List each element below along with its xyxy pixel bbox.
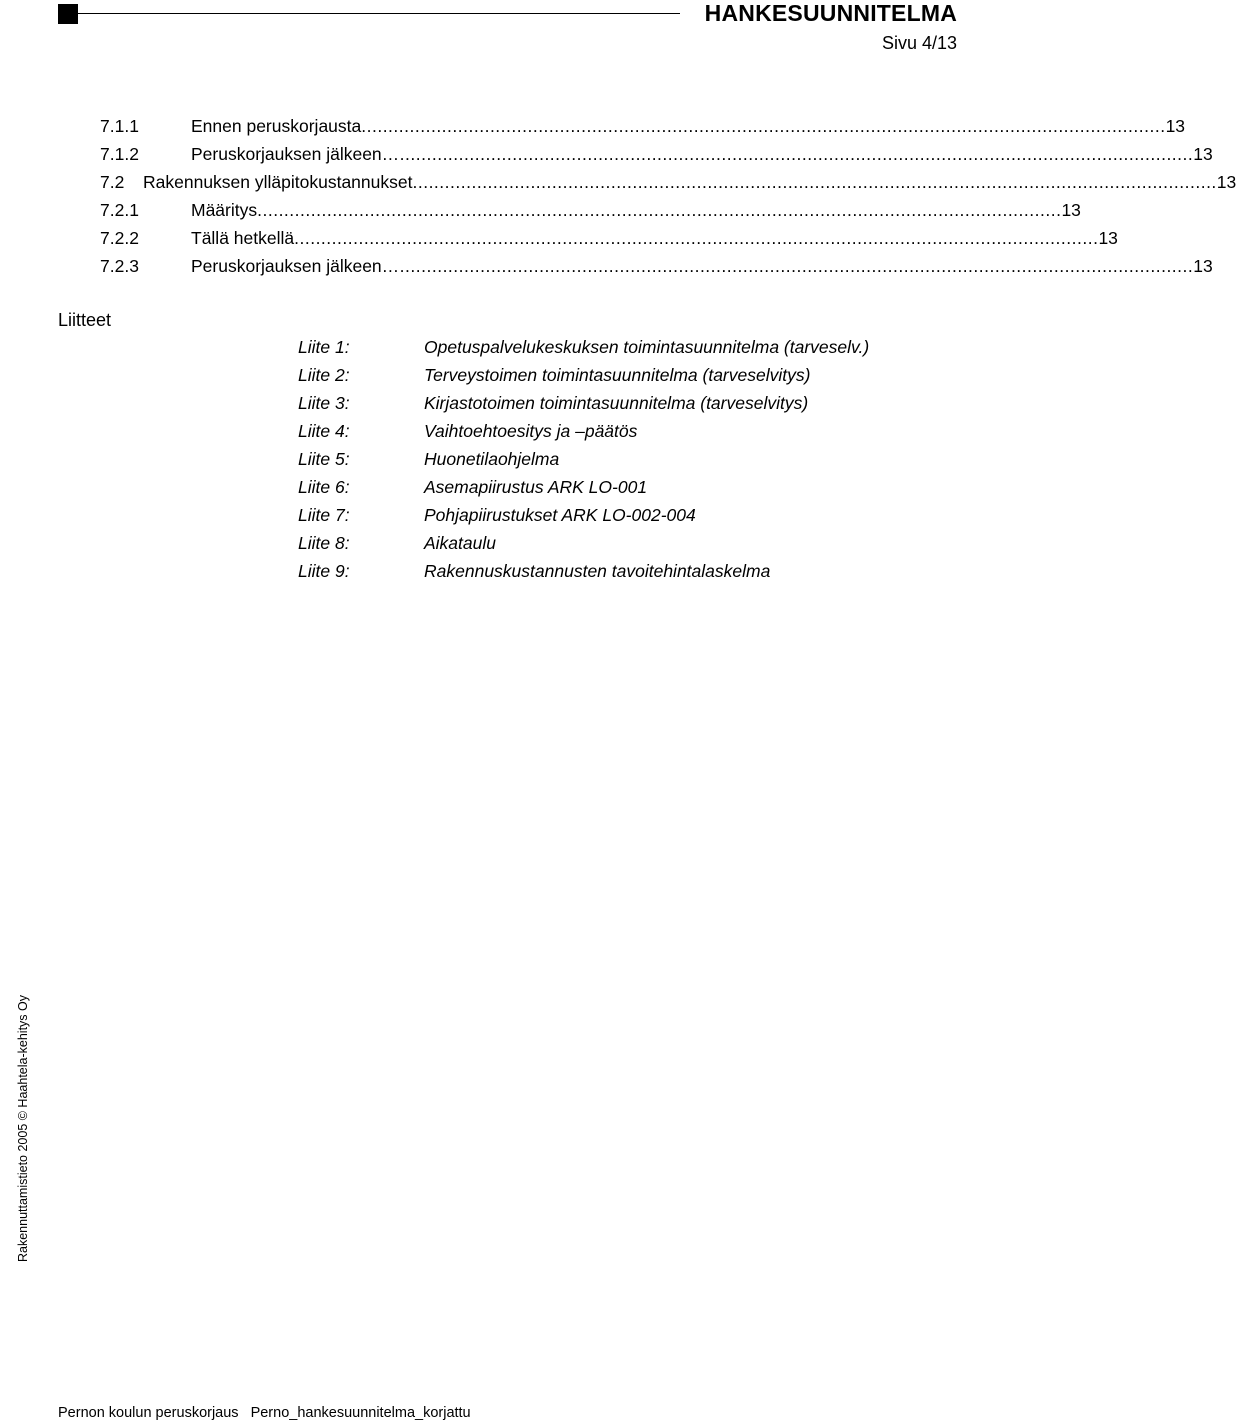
appendix-label: Liite 3: xyxy=(298,393,350,413)
appendices-heading: Liitteet xyxy=(58,310,112,330)
toc-entry[interactable] xyxy=(100,112,1186,140)
toc-entry[interactable] xyxy=(100,252,1213,280)
toc-entry-leader: ...................................................................................................................................................... xyxy=(257,200,1062,220)
toc-entry-title: Määritys xyxy=(191,200,258,220)
appendix-label: Liite 6: xyxy=(298,477,350,497)
toc-entry-leader: ...................................................................................................................................................... xyxy=(412,172,1217,192)
appendix-item xyxy=(298,501,958,529)
footer-project-name: Pernon koulun peruskorjaus xyxy=(58,1405,239,1421)
toc-entry-title: Rakennuksen ylläpitokustannukset xyxy=(143,172,413,192)
table-of-contents xyxy=(100,112,1236,280)
toc-entry-leader: ….................................................................................................................................................... xyxy=(381,144,1194,164)
appendix-item xyxy=(298,333,958,361)
appendix-description: Vaihtoehtoesitys ja –päätös xyxy=(424,421,638,441)
toc-entry-page: 13 xyxy=(1061,200,1081,220)
appendix-label: Liite 7: xyxy=(298,505,350,525)
toc-entry-page: 13 xyxy=(1165,116,1186,136)
toc-entry-leader: ….................................................................................................................................................... xyxy=(381,256,1194,276)
toc-entry-number: 7.2 xyxy=(100,172,125,192)
page-number: Sivu 4/13 xyxy=(881,33,957,53)
appendix-description: Opetuspalvelukeskuksen toimintasuunnitelma (tarveselv.) xyxy=(424,337,870,357)
toc-entry-number: 7.1.2 xyxy=(100,144,139,164)
footer-file-name: Perno_hankesuunnitelma_korjattu xyxy=(250,1405,471,1421)
toc-entry-number: 7.2.2 xyxy=(100,228,139,248)
toc-entry-leader: ...................................................................................................................................................... xyxy=(294,228,1099,248)
toc-entry-title: Tällä hetkellä xyxy=(191,228,295,248)
appendix-item xyxy=(298,473,958,501)
appendix-description: Aikataulu xyxy=(424,533,496,553)
toc-entry[interactable] xyxy=(100,168,1236,196)
toc-entry-number: 7.1.1 xyxy=(100,116,139,136)
toc-entry-leader: ...................................................................................................................................................... xyxy=(361,116,1166,136)
appendix-item xyxy=(298,557,958,585)
appendix-item xyxy=(298,389,958,417)
appendix-item xyxy=(298,445,958,473)
toc-entry[interactable] xyxy=(100,224,1118,252)
toc-entry-page: 13 xyxy=(1193,144,1213,164)
appendix-item xyxy=(298,529,958,557)
toc-entry-title: Peruskorjauksen jälkeen xyxy=(191,256,382,276)
appendix-label: Liite 8: xyxy=(298,533,350,553)
header-block-mark xyxy=(58,4,78,24)
page-footer xyxy=(58,1405,471,1421)
toc-entry-title: Ennen peruskorjausta xyxy=(191,116,362,136)
appendix-description: Asemapiirustus ARK LO-001 xyxy=(424,477,648,497)
toc-entry[interactable] xyxy=(100,196,1081,224)
toc-entry-number: 7.2.3 xyxy=(100,256,139,276)
document-title: HANKESUUNNITELMA xyxy=(704,0,957,26)
appendix-description: Rakennuskustannusten tavoitehintalaskelma xyxy=(424,561,771,581)
appendix-description: Kirjastotoimen toimintasuunnitelma (tarveselvitys) xyxy=(424,393,809,413)
toc-entry-number: 7.2.1 xyxy=(100,200,139,220)
toc-entry-title: Peruskorjauksen jälkeen xyxy=(191,144,382,164)
side-copyright-credit: Rakennuttamistieto 2005 © Haahtela-kehitys Oy xyxy=(16,995,30,1262)
appendix-description: Pohjapiirustukset ARK LO-002-004 xyxy=(424,505,696,525)
toc-entry-page: 13 xyxy=(1098,228,1118,248)
appendix-description: Huonetilaohjelma xyxy=(424,449,560,469)
header-rule xyxy=(78,13,680,14)
appendix-label: Liite 4: xyxy=(298,421,350,441)
appendix-label: Liite 1: xyxy=(298,337,350,357)
appendix-description: Terveystoimen toimintasuunnitelma (tarveselvitys) xyxy=(424,365,811,385)
appendix-list xyxy=(298,333,958,585)
toc-entry-page: 13 xyxy=(1193,256,1213,276)
appendix-label: Liite 5: xyxy=(298,449,350,469)
appendix-item xyxy=(298,361,958,389)
appendix-item xyxy=(298,417,958,445)
appendix-label: Liite 2: xyxy=(298,365,350,385)
toc-entry[interactable] xyxy=(100,140,1213,168)
appendix-label: Liite 9: xyxy=(298,561,350,581)
toc-entry-page: 13 xyxy=(1216,172,1236,192)
